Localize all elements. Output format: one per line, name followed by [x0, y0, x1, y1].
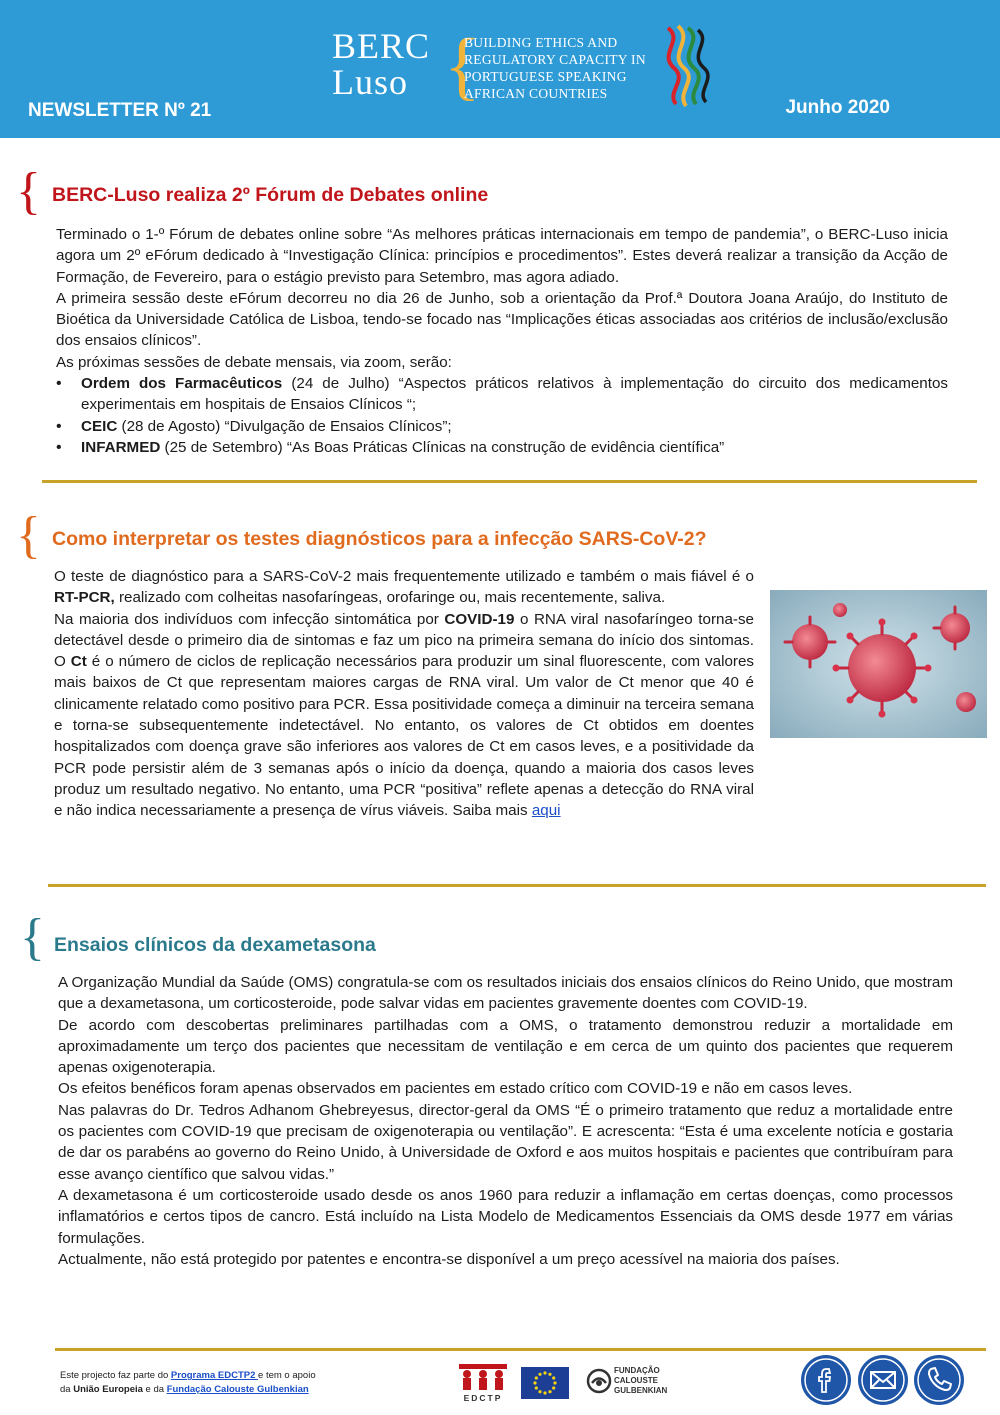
- list-item-text: (25 de Setembro) “As Boas Práticas Clínicas na construção de evidência científica”: [160, 438, 725, 456]
- section-divider: [48, 884, 986, 887]
- list-item-text: (24 de Julho) “Aspectos práticos relativos à implementação do circuito dos medicamentos experimentais em hospitais de Ensaios Clínicos “;: [81, 375, 948, 414]
- section-title: Como interpretar os testes diagnósticos para a infecção SARS-CoV-2?: [52, 528, 707, 550]
- text-run: e tem o apoio: [258, 1370, 316, 1381]
- edctp-figures-icon: [455, 1360, 511, 1392]
- eu-stars-icon: [521, 1367, 569, 1399]
- section-brace-icon: {: [16, 163, 41, 220]
- paragraph: De acordo com descobertas preliminares partilhadas com a OMS, o tratamento demonstrou reduzir a mortalidade em aproximadamente um terço dos pacientes que necessitam de ventilação e em cerca de um quinto dos pacientes que requerem apenas oxigenoterapia.: [58, 1016, 953, 1077]
- tagline-line: PORTUGUESE SPEAKING: [464, 69, 627, 84]
- section-brace-icon: {: [20, 909, 45, 966]
- gulbenkian-link[interactable]: Fundação Calouste Gulbenkian: [166, 1384, 309, 1395]
- paragraph: A Organização Mundial da Saúde (OMS) congratula-se com os resultados iniciais dos ensaios clínicos do Reino Unido, que mostram que a dexametasona, um corticosteroide, pode salvar vidas em pacientes gravemente doentes com COVID-19.: [58, 974, 953, 1013]
- paragraph: As próximas sessões de debate mensais, via zoom, serão:: [56, 353, 452, 371]
- logo-brace-icon: {: [444, 24, 481, 108]
- gulbenkian-label: [614, 1366, 667, 1396]
- gulbenkian-logo: [586, 1364, 686, 1404]
- text-run-bold: Ct: [70, 653, 87, 671]
- tagline-line: REGULATORY CAPACITY IN: [464, 52, 646, 67]
- text-run: O teste de diagnóstico para a SARS-CoV-2 mais frequentemente utilizado e também o mais fiável é o: [54, 568, 754, 585]
- text-run: o RNA viral nasofaríngeo torna-se detectável desde o primeiro dia de sintomas e faz um pico na primeira semana do início dos sintomas. O: [54, 610, 754, 671]
- gulbenkian-label-line: CALOUSTE: [614, 1376, 658, 1385]
- list-item: [56, 373, 948, 416]
- paragraph: [54, 609, 754, 822]
- section-body: [54, 566, 754, 822]
- section-title: BERC-Luso realiza 2º Fórum de Debates online: [52, 184, 489, 206]
- section-body: [56, 224, 948, 458]
- text-run-bold: União Europeia: [73, 1384, 143, 1395]
- facebook-icon: [801, 1355, 851, 1405]
- newsletter-header: [0, 0, 1000, 138]
- text-run-bold: COVID-19: [444, 610, 515, 628]
- edctp-logo: [455, 1360, 511, 1406]
- list-item-bold: Ordem dos Farmacêuticos: [81, 375, 283, 393]
- text-run: Na maioria dos indivíduos com infecção sintomática por: [54, 610, 445, 628]
- text-run: Este projecto faz parte do: [60, 1370, 171, 1381]
- logo-line-1: BERC: [332, 26, 431, 66]
- list-item-bold: INFARMED: [81, 438, 161, 456]
- footer-line: [60, 1383, 316, 1397]
- learn-more-link[interactable]: aqui: [531, 802, 561, 820]
- tagline-line: AFRICAN COUNTRIES: [464, 86, 608, 101]
- list-item: [56, 416, 948, 437]
- section-body: [58, 972, 953, 1270]
- sessions-list: [56, 373, 948, 458]
- paragraph: [54, 566, 754, 609]
- list-item: [56, 437, 948, 458]
- edctp-label: EDCTP: [463, 1393, 503, 1403]
- eu-flag-logo: [521, 1367, 569, 1399]
- footer-credits: [60, 1369, 316, 1397]
- section-title: Ensaios clínicos da dexametasona: [54, 934, 376, 956]
- newsletter-date: Junho 2020: [785, 97, 890, 118]
- footer-line: [60, 1369, 316, 1383]
- paragraph: A primeira sessão deste eFórum decorreu no dia 26 de Junho, sob a orientação da Prof.ª Doutora Joana Araújo, do Instituto de Bioética da Universidade Católica de Lisboa, tendo-se focado nas “Implicações éticas associadas aos critérios de inclusão/exclusão dos ensaios clínicos”.: [56, 289, 948, 350]
- paragraph: Terminado o 1-º Fórum de debates online sobre “As melhores práticas internacionais em tempo de pandemia”, o BERC-Luso inicia agora um 2º eFórum dedicado à “Investigação Clínica: princípios e procedimentos”. Estes deverá realizar a transição da Acção de Formação, de Fevereiro, para o estágio previsto para Setembro, mas agora adiado.: [56, 226, 948, 286]
- footer-divider: [55, 1348, 986, 1351]
- tagline-line: BUILDING ETHICS AND: [464, 35, 618, 50]
- paragraph: Actualmente, não está protegido por patentes e encontra-se disponível a um preço acessível na maioria dos países.: [58, 1250, 840, 1268]
- paragraph: Os efeitos benéficos foram apenas observados em pacientes em estado crítico com COVID-19 e não em casos leves.: [58, 1080, 853, 1098]
- list-item-bold: CEIC: [81, 417, 118, 435]
- text-run-bold: RT-PCR,: [54, 589, 115, 607]
- facebook-button[interactable]: [801, 1355, 851, 1405]
- phone-button[interactable]: [914, 1355, 964, 1405]
- text-run: é o número de ciclos de replicação necessários para produzir um sinal fluorescente, com valores mais baixos de Ct que representam maiores cargas de RNA viral. Um valor de Ct menor que 40 é clinicamente relatado como positivo para PCR. Essa positividade começa a diminuir na terceira semana e torna-se subsequentemente indetectável. No entanto, os valores de Ct obtidos em doentes hospitalizados com doença grave são inferiores aos valores de Ct em casos leves, e a positividade da PCR pode persistir além de 3 semanas após o início da doença, quando a maioria dos casos leves produz um resultado negativo. No entanto, uma PCR “positiva” reflete apenas a detecção do RNA viral e não indica necessariamente a presença de vírus viáveis. Saiba mais: [54, 653, 754, 820]
- paragraph: A dexametasona é um corticosteroide usado desde os anos 1960 para reduzir a inflamação em certas doenças, como processos inflamatórios e certos tipos de cancro. Está incluído na Lista Modelo de Medicamentos Essenciais da OMS desde 1977 em várias formulações.: [58, 1186, 953, 1247]
- berc-luso-logo: [332, 22, 722, 112]
- section-divider: [42, 480, 977, 483]
- gulbenkian-label-line: FUNDAÇÃO: [614, 1366, 660, 1375]
- gulbenkian-label-line: GULBENKIAN: [614, 1386, 668, 1395]
- list-item-text: (28 de Agosto) “Divulgação de Ensaios Clínicos”;: [117, 417, 452, 435]
- text-run: realizado com colheitas nasofaríngeas, orofaringe ou, mais recentemente, saliva.: [114, 589, 666, 607]
- logo-tagline: [464, 34, 684, 102]
- logo-line-2: Luso: [332, 62, 408, 102]
- edctp-program-link[interactable]: Programa EDCTP2: [170, 1370, 259, 1381]
- gulbenkian-emblem-icon: [586, 1368, 612, 1394]
- section-brace-icon: {: [16, 507, 41, 564]
- phone-icon: [914, 1355, 964, 1405]
- logo-waves-icon: [662, 22, 712, 108]
- text-run: e da: [142, 1384, 167, 1395]
- text-run: da: [60, 1384, 74, 1395]
- newsletter-number: NEWSLETTER Nº 21: [28, 100, 212, 121]
- mail-icon: [858, 1355, 908, 1405]
- paragraph: Nas palavras do Dr. Tedros Adhanom Ghebreyesus, director-geral da OMS “É o primeiro tratamento que reduz a mortalidade entre os pacientes com COVID-19 que precisam de oxigenoterapia ou ventilação”. E acrescenta: “Esta é uma excelente notícia e gostaria de dar os parabéns ao governo do Reino Unido, à Universidade de Oxford e aos muitos hospitais e pacientes que contribuíram para esse avanço científico que salvou vidas.”: [58, 1101, 953, 1183]
- email-button[interactable]: [858, 1355, 908, 1405]
- coronavirus-image: [770, 590, 987, 738]
